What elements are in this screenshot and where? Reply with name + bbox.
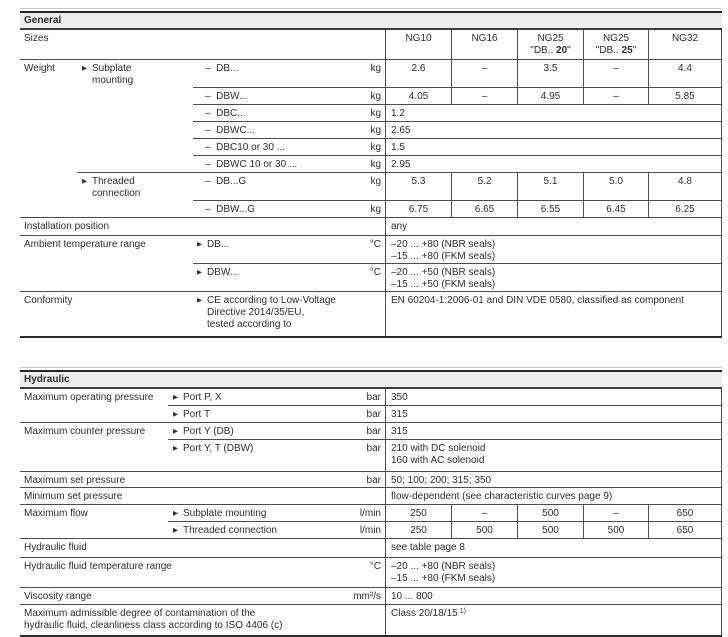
- item-label: ▶ Subplate mounting: [168, 504, 350, 521]
- value-cell: 5.0: [583, 172, 648, 200]
- triangle-icon: ▶: [197, 241, 202, 248]
- viscosity-label: Viscosity range: [20, 587, 350, 604]
- item-label: ▶ DB...: [193, 235, 350, 263]
- item-label: ▶ Port Y, T (DBW): [168, 439, 350, 471]
- footnote-marker: 1): [459, 608, 466, 615]
- installation-label: Installation position: [20, 217, 350, 235]
- hydraulic-section-header: [20, 370, 722, 389]
- item-label: – DB...G: [193, 172, 350, 200]
- row-weight-dbwg: [20, 200, 722, 217]
- row-hydraulic-fluid: [20, 538, 722, 557]
- sizes-unit-cell: [350, 30, 385, 59]
- unit-label: bar: [350, 405, 385, 422]
- unit-label: °C: [350, 557, 385, 587]
- conformity-label: Conformity: [20, 291, 193, 336]
- triangle-icon: ▶: [82, 178, 87, 185]
- col-header-ng16: NG16: [451, 30, 517, 59]
- value-cell: 5.2: [451, 172, 517, 200]
- threaded-connection-label: Threaded connection: [92, 176, 141, 199]
- item-label: – DBC10 or 30 ...: [193, 138, 350, 155]
- max-counter-label: Maximum counter pressure: [20, 422, 168, 439]
- value-cell: –: [583, 504, 648, 521]
- value-cell: 500: [451, 521, 517, 538]
- row-ambient-dbw: [20, 263, 722, 291]
- col-header-ng32: NG32: [648, 30, 722, 59]
- sizes-label: Sizes: [24, 33, 49, 44]
- value-cell: 500: [517, 504, 583, 521]
- max-flow-label: Maximum flow: [20, 504, 168, 521]
- row-weight-dbw: [20, 87, 722, 104]
- unit-label: kg: [350, 172, 385, 200]
- row-weight-dbg: [20, 172, 722, 200]
- ambient-label: Ambient temperature range: [20, 235, 193, 263]
- value-cell: –: [451, 504, 517, 521]
- unit-label: bar: [350, 471, 385, 487]
- item-label: ▶ Port Y (DB): [168, 422, 350, 439]
- unit-label: °C: [350, 263, 385, 291]
- item-label: – DBW...G: [193, 200, 350, 217]
- row-max-flow-threaded: [20, 521, 722, 538]
- item-label: – DB...: [193, 59, 350, 87]
- item-label: ▶ CE according to Low-Voltage Directive 2014/35/EU, tested according to: [193, 291, 350, 336]
- value-cell: 10 ... 800: [385, 587, 722, 604]
- unit-label: kg: [350, 87, 385, 104]
- triangle-icon: ▶: [197, 269, 202, 276]
- item-label: ▶ DBW...: [193, 263, 350, 291]
- weight-subplate-group: [77, 59, 193, 87]
- value-cell: flow-dependent (see characteristic curves page 9): [385, 487, 722, 504]
- value-cell: Class 20/18/15 $^{1)}$: [385, 604, 722, 635]
- value-cell: any: [385, 217, 722, 235]
- unit-label: kg: [350, 155, 385, 172]
- unit-label: kg: [350, 121, 385, 138]
- value-cell: –20 ... +50 (NBR seals) –15 ... +50 (FKM seals): [385, 263, 722, 291]
- row-max-operating-t: [20, 405, 722, 422]
- row-min-set-pressure: [20, 487, 722, 504]
- value-cell: 4.95: [517, 87, 583, 104]
- weight-label: Weight: [20, 59, 77, 87]
- unit-label: mm²/s: [350, 587, 385, 604]
- row-weight-dbwc10: [20, 155, 722, 172]
- unit-label: kg: [350, 200, 385, 217]
- fluid-temp-label: Hydraulic fluid temperature range: [20, 557, 350, 587]
- max-set-label: Maximum set pressure: [20, 471, 350, 487]
- item-label: ▶ Threaded connection: [168, 521, 350, 538]
- unit-label: l/min: [350, 504, 385, 521]
- item-label: – DBW...: [193, 87, 350, 104]
- weight-threaded-group: [77, 172, 193, 200]
- max-operating-label: Maximum operating pressure: [24, 392, 154, 403]
- unit-label: kg: [350, 59, 385, 87]
- unit-label: kg: [350, 138, 385, 155]
- triangle-icon: ▶: [173, 428, 178, 435]
- general-section-title: General: [24, 15, 62, 26]
- unit-label: bar: [366, 392, 381, 403]
- item-label: ▶ Port P, X: [173, 392, 222, 403]
- unit-label: bar: [350, 439, 385, 471]
- value-cell: 6.55: [517, 200, 583, 217]
- col-header-ng10: NG10: [385, 30, 451, 59]
- triangle-icon: ▶: [173, 394, 178, 401]
- row-max-operating-px: [20, 389, 722, 405]
- value-cell: –: [451, 59, 517, 87]
- row-conformity: [20, 291, 722, 336]
- row-weight-dbc: [20, 104, 722, 121]
- row-sizes: [20, 30, 722, 59]
- value-cell: 315: [385, 405, 722, 422]
- value-cell: 6.65: [451, 200, 517, 217]
- contamination-label: Maximum admissible degree of contamination of the hydraulic fluid, cleanliness class according to ISO 4406 (c): [20, 604, 385, 635]
- item-label: – DBWC 10 or 30 ...: [193, 155, 350, 172]
- value-cell: 350: [385, 389, 722, 405]
- row-max-counter-y: [20, 422, 722, 439]
- value-cell: 650: [648, 504, 722, 521]
- value-cell: 250: [385, 504, 451, 521]
- general-section-header: [20, 11, 722, 30]
- general-table: [20, 11, 722, 338]
- value-cell: 6.45: [583, 200, 648, 217]
- triangle-icon: ▶: [173, 510, 178, 517]
- row-max-flow-subplate: [20, 504, 722, 521]
- value-cell: 210 with DC solenoid 160 with AC solenoid: [385, 439, 722, 471]
- value-cell: 5.1: [517, 172, 583, 200]
- hydraulic-section-title: Hydraulic: [24, 374, 70, 385]
- col-header-ng25-db20: NG25 "DB.. 20": [517, 30, 583, 59]
- value-cell: 6.25: [648, 200, 722, 217]
- value-cell: –: [583, 59, 648, 87]
- value-cell: 2.65: [385, 121, 722, 138]
- min-set-label: Minimum set pressure: [20, 487, 350, 504]
- row-installation-position: [20, 217, 722, 235]
- value-cell: 50; 100; 200; 315; 350: [385, 471, 722, 487]
- value-cell: EN 60204-1:2006-01 and DIN VDE 0580, classified as component: [385, 291, 722, 336]
- value-cell: 4.8: [648, 172, 722, 200]
- value-cell: 500: [583, 521, 648, 538]
- value-cell: 500: [517, 521, 583, 538]
- row-weight-dbwc: [20, 121, 722, 138]
- triangle-icon: ▶: [173, 445, 178, 452]
- row-viscosity-range: [20, 587, 722, 604]
- item-label: ▶ Port T: [168, 405, 350, 422]
- value-cell: –20 ... +80 (NBR seals) –15 ... +80 (FKM seals): [385, 235, 722, 263]
- row-weight-dbc10: [20, 138, 722, 155]
- value-cell: 315: [385, 422, 722, 439]
- value-cell: –20 ... +80 (NBR seals) –15 ... +80 (FKM seals): [385, 557, 722, 587]
- value-cell: –: [583, 87, 648, 104]
- row-ambient-db: [20, 235, 722, 263]
- hydraulic-table: [20, 370, 722, 637]
- unit-label: °C: [350, 235, 385, 263]
- value-cell: –: [451, 87, 517, 104]
- subplate-mounting-label: Subplate mounting: [92, 63, 134, 86]
- triangle-icon: ▶: [173, 527, 178, 534]
- col-header-ng25-db25: NG25 "DB.. 25": [583, 30, 648, 59]
- row-weight-db: [20, 59, 722, 87]
- unit-label: l/min: [350, 521, 385, 538]
- value-cell: 5.85: [648, 87, 722, 104]
- row-max-counter-yt: [20, 439, 722, 471]
- value-cell: 1.5: [385, 138, 722, 155]
- unit-label: bar: [350, 422, 385, 439]
- unit-label: kg: [350, 104, 385, 121]
- fluid-label: Hydraulic fluid: [20, 538, 350, 557]
- value-cell: see table page 8: [385, 538, 722, 557]
- item-label: – DBWC...: [193, 121, 350, 138]
- value-cell: 2.95: [385, 155, 722, 172]
- item-label: – DBC...: [193, 104, 350, 121]
- triangle-icon: ▶: [173, 411, 178, 418]
- row-fluid-temp-range: [20, 557, 722, 587]
- value-cell: 2.6: [385, 59, 451, 87]
- value-cell: 650: [648, 521, 722, 538]
- value-cell: 250: [385, 521, 451, 538]
- value-cell: 5.3: [385, 172, 451, 200]
- triangle-icon: ▶: [82, 65, 87, 72]
- value-cell: 3.5: [517, 59, 583, 87]
- triangle-icon: ▶: [197, 297, 202, 304]
- row-max-set-pressure: [20, 471, 722, 487]
- value-cell: 6.75: [385, 200, 451, 217]
- value-cell: 1.2: [385, 104, 722, 121]
- value-cell: 4.05: [385, 87, 451, 104]
- value-cell: 4.4: [648, 59, 722, 87]
